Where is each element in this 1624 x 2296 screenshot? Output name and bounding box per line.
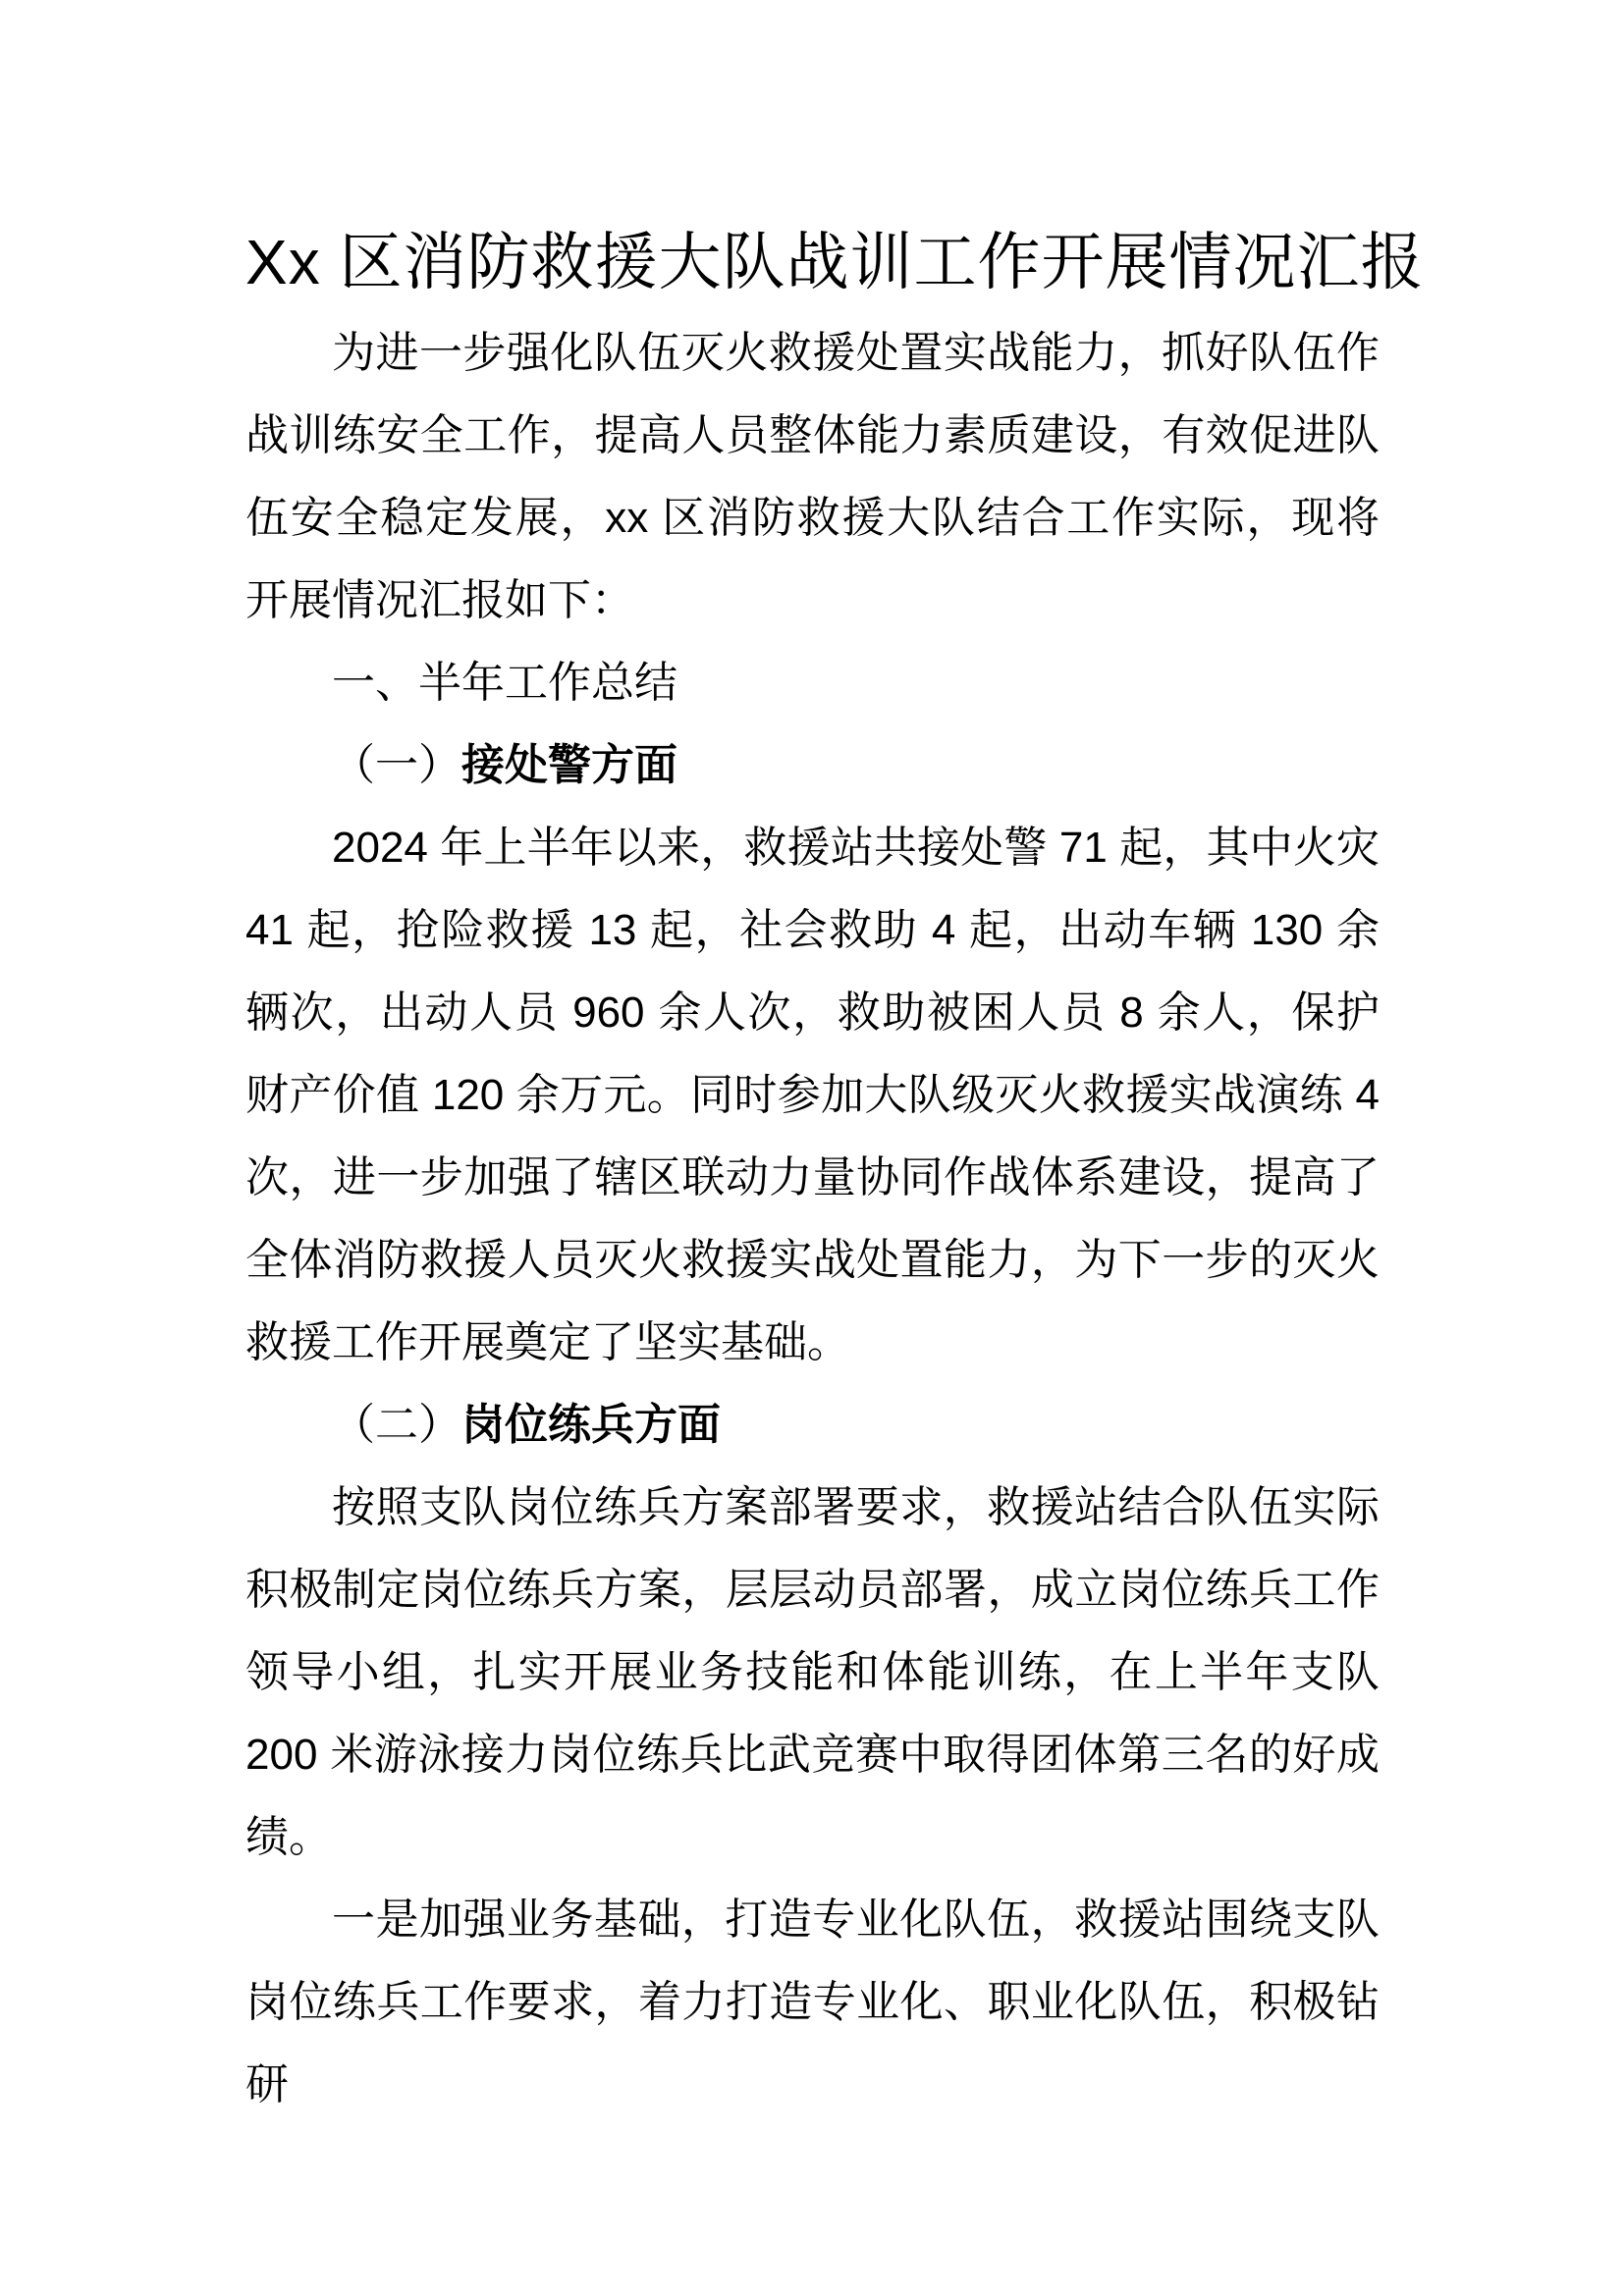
heading-alarm-response bbox=[245, 724, 1380, 807]
heading-half-year-summary: 一、半年工作总结 bbox=[332, 659, 677, 707]
document-title: Xx 区消防救援大队战训工作开展情况汇报 bbox=[245, 227, 1425, 297]
professional-team-paragraph: 一是加强业务基础，打造专业化队伍，救援站围绕支队岗位练兵工作要求，着力打造专业化、职业化队伍，积极钻研 bbox=[245, 1896, 1380, 2109]
heading-post-drill-label: 岗位练兵方面 bbox=[461, 1401, 721, 1449]
heading-post-drill-number: （二） bbox=[332, 1401, 461, 1449]
intro-paragraph: 为进一步强化队伍灭火救援处置实战能力，抓好队伍作战训练安全工作，提高人员整体能力素质建设，有效促进队伍安全稳定发展，xx 区消防救援大队结合工作实际，现将开展情况汇报如下： bbox=[245, 329, 1380, 624]
heading-alarm-response-label: 接处警方面 bbox=[461, 741, 677, 789]
heading-post-drill bbox=[245, 1384, 1380, 1467]
heading-alarm-response-number: （一） bbox=[332, 741, 461, 789]
alarm-response-paragraph: 2024 年上半年以来，救援站共接处警 71 起，其中火灾 41 起，抢险救援 13 起，社会救助 4 起，出动车辆 130 余辆次，出动人员 960 余人次，救助被困人员 8 余人，保护财产价值 120 余万元。同时参加大队级灭火救援实战演练 4 次，进一步加强了辖区联动力量协同作战体系建设，提高了全体消防救援人员灭火救援实战处置能力，为下一步的灭火救援工作开展奠定了坚实基础。 bbox=[245, 824, 1380, 1366]
post-drill-paragraph: 按照支队岗位练兵方案部署要求，救援站结合队伍实际积极制定岗位练兵方案，层层动员部署，成立岗位练兵工作领导小组，扎实开展业务技能和体能训练，在上半年支队 200 米游泳接力岗位练兵比武竞赛中取得团体第三名的好成绩。 bbox=[245, 1483, 1380, 1861]
